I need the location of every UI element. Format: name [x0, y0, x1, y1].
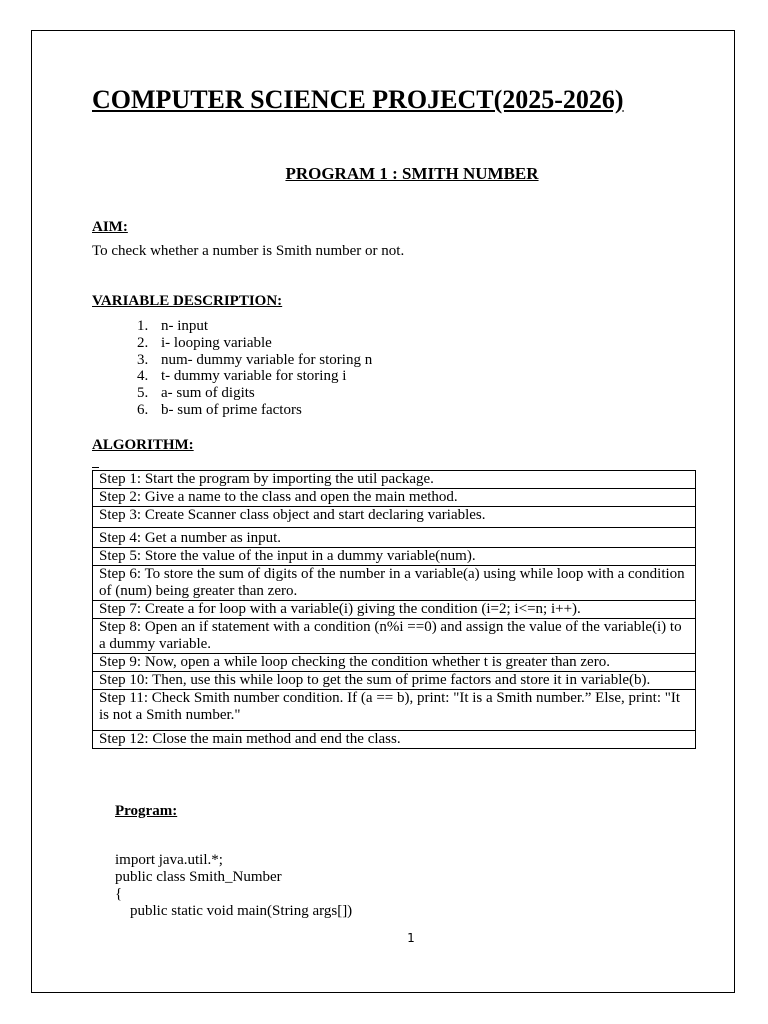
- algorithm-step-row: [93, 528, 696, 548]
- algorithm-step-row: [93, 566, 696, 601]
- algorithm-step: Step 9: Now, open a while loop checking the condition whether t is greater than zero.: [93, 654, 696, 672]
- variable-item-number: 5.: [137, 385, 149, 402]
- code-line: public static void main(String args[]): [115, 903, 353, 919]
- variable-item: [137, 318, 372, 335]
- algorithm-step: Step 5: Store the value of the input in a dummy variable(num).: [93, 548, 696, 566]
- variable-item-number: 1.: [137, 318, 149, 334]
- page-number: 1: [407, 931, 415, 945]
- algorithm-step: Step 10: Then, use this while loop to get the sum of prime factors and store it in variable(b).: [93, 672, 696, 690]
- variable-item-number: 6.: [137, 401, 149, 418]
- algorithm-step: Step 2: Give a name to the class and open the main method.: [93, 489, 696, 507]
- variable-item-text: b- sum of prime factors: [161, 401, 302, 418]
- variable-item: [137, 368, 372, 385]
- algorithm-step-row: [93, 731, 696, 749]
- variable-description-heading: VARIABLE DESCRIPTION:: [92, 293, 283, 309]
- algorithm-step: Step 11: Check Smith number condition. If (a == b), print: "It is a Smith number.” Else, print: "It is not a Smith number.": [93, 690, 696, 731]
- algorithm-step-row: [93, 489, 696, 507]
- algorithm-step: Step 8: Open an if statement with a condition (n%i ==0) and assign the value of the variable(i) to a dummy variable.: [93, 619, 696, 654]
- algorithm-step: Step 7: Create a for loop with a variable(i) giving the condition (i=2; i<=n; i++).: [93, 601, 696, 619]
- variable-item-text: n- input: [161, 318, 209, 334]
- algorithm-step: Step 4: Get a number as input.: [93, 528, 696, 548]
- variable-item: [137, 385, 372, 402]
- algorithm-step: Step 6: To store the sum of digits of the number in a variable(a) using while loop with a condition of (num) being greater than zero.: [93, 566, 696, 601]
- variable-list: [137, 318, 372, 419]
- code-line: {: [115, 886, 123, 902]
- program-heading: Program:: [115, 803, 178, 819]
- algorithm-heading: ALGORITHM:: [92, 437, 194, 453]
- variable-item-number: 3.: [137, 351, 149, 368]
- variable-item-number: 4.: [137, 368, 149, 385]
- aim-heading: AIM:: [92, 219, 128, 235]
- variable-item-number: 2.: [137, 334, 149, 351]
- variable-item: [137, 402, 372, 419]
- algorithm-step: Step 1: Start the program by importing the util package.: [93, 471, 696, 489]
- variable-item-text: t- dummy variable for storing i: [161, 368, 347, 385]
- code-block: [115, 852, 352, 920]
- algorithm-step-row: [93, 471, 696, 489]
- code-line: import java.util.*;: [115, 852, 223, 868]
- heading-underline-stub: [92, 467, 99, 468]
- algorithm-step-row: [93, 601, 696, 619]
- variable-item: [137, 352, 372, 369]
- algorithm-table: [92, 470, 696, 749]
- algorithm-step-row: [93, 619, 696, 654]
- variable-item-text: num- dummy variable for storing n: [161, 351, 373, 368]
- variable-item-text: i- looping variable: [161, 334, 272, 351]
- algorithm-step-row: [93, 690, 696, 731]
- algorithm-step-row: [93, 548, 696, 566]
- variable-item-text: a- sum of digits: [161, 385, 255, 402]
- variable-item: [137, 335, 372, 352]
- code-line: public class Smith_Number: [115, 869, 282, 885]
- algorithm-step: Step 3: Create Scanner class object and start declaring variables.: [93, 507, 696, 528]
- document-title: COMPUTER SCIENCE PROJECT(2025-2026): [92, 85, 624, 114]
- algorithm-step-row: [93, 507, 696, 528]
- algorithm-step-row: [93, 654, 696, 672]
- algorithm-step-row: [93, 672, 696, 690]
- program-title: PROGRAM 1 : SMITH NUMBER: [285, 164, 539, 183]
- aim-text: To check whether a number is Smith number or not.: [92, 243, 405, 259]
- algorithm-step: Step 12: Close the main method and end the class.: [93, 731, 696, 749]
